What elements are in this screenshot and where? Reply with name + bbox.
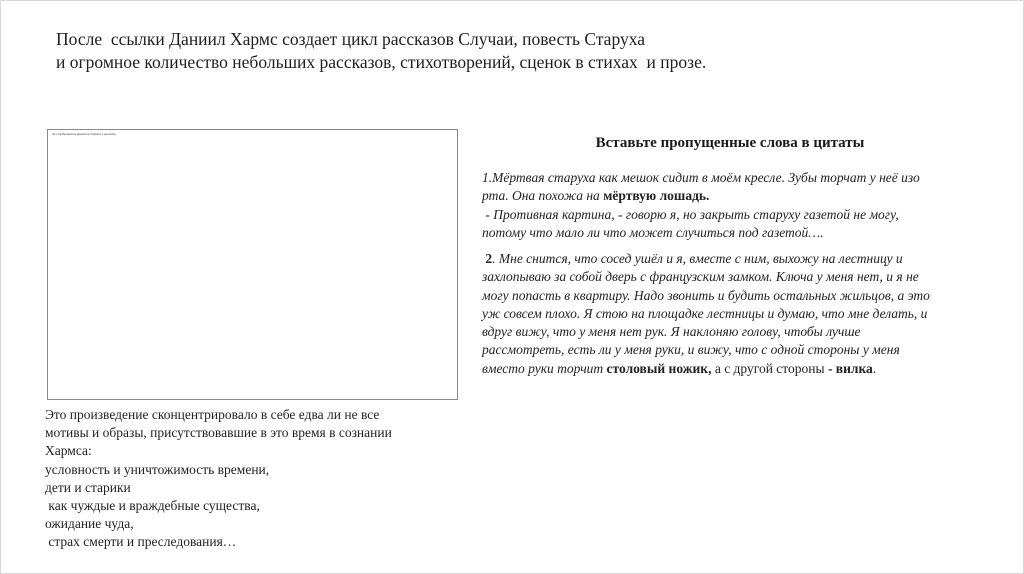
notes-line: дети и старики	[45, 479, 131, 495]
heading-line-2: и огромное количество небольших рассказов, стихотворений, сценок в стихах и прозе.	[56, 52, 707, 72]
quote-2-number: 2	[485, 251, 493, 266]
notes-line: ожидание чуда,	[45, 516, 134, 532]
quote-2-line-4: уж совсем плохо. Я стою на площадке лестницы и думаю, что мне делать, и	[482, 305, 928, 321]
notes-line: Это произведение сконцентрировало в себе едва ли не все	[45, 407, 380, 422]
notes-line: мотивы и образы, присутствовавшие в это время в сознании	[45, 425, 392, 441]
quote-2-line-6: рассмотреть, есть ли у меня руки, и вижу, что с одной стороны у меня	[482, 342, 900, 358]
quote-1	[482, 169, 987, 242]
quote-2-line-3: могу попасть в квартиру. Надо звонить и будить остальных жильцов, а это	[482, 287, 930, 303]
notes-line: условность и уничтожимость времени,	[45, 461, 270, 477]
quiz-title: Вставьте пропущенные слова в цитаты	[595, 135, 865, 151]
quote-1-line-1: 1.Мёртвая старуха как мешок сидит в моём кресле. Зубы торчат у неё изо	[482, 170, 920, 185]
quote-2-line-7: вместо руки торчит	[482, 360, 607, 376]
quote-1-answer: мёртвую лошадь	[603, 188, 707, 204]
image-caption: Это изображение Даниила Хармса к рассказу	[52, 132, 116, 136]
quote-2-period: .	[872, 360, 877, 376]
quote-2-line-2: захлопываю за собой дверь с французским замком. Ключа у меня нет, и я не	[482, 269, 919, 285]
notes-line: Хармса:	[45, 443, 92, 459]
illustration-image	[47, 129, 458, 400]
quote-2-line-1: . Мне снится, что сосед ушёл и я, вместе с ним, выхожу на лестницу и	[492, 251, 903, 266]
quote-2-answer-2: - вилка	[827, 360, 873, 376]
quote-2	[482, 250, 987, 378]
notes-line: как чуждые и враждебные существа,	[45, 498, 260, 514]
quote-1-line-2: рта. Она похожа на	[482, 188, 604, 204]
quote-2-answer-1: столовый ножик,	[606, 360, 712, 376]
notes-text	[45, 406, 465, 552]
notes-line: страх смерти и преследования…	[45, 534, 237, 550]
slide-heading	[56, 28, 956, 74]
quote-2-line-5: вдруг вижу, что у меня нет рук. Я наклоняю голову, чтобы лучше	[482, 324, 861, 340]
quote-1-line-3: - Противная картина, - говорю я, но закрыть старуху газетой не могу,	[482, 206, 899, 222]
quote-1-period: .	[706, 188, 710, 204]
heading-line-1: После ссылки Даниил Хармс создает цикл рассказов Случаи, повесть Старуха	[56, 29, 646, 49]
quote-1-line-4: потому что мало ли что может случиться под газетой….	[482, 224, 824, 240]
quote-2-middle: а с другой стороны	[711, 360, 828, 376]
